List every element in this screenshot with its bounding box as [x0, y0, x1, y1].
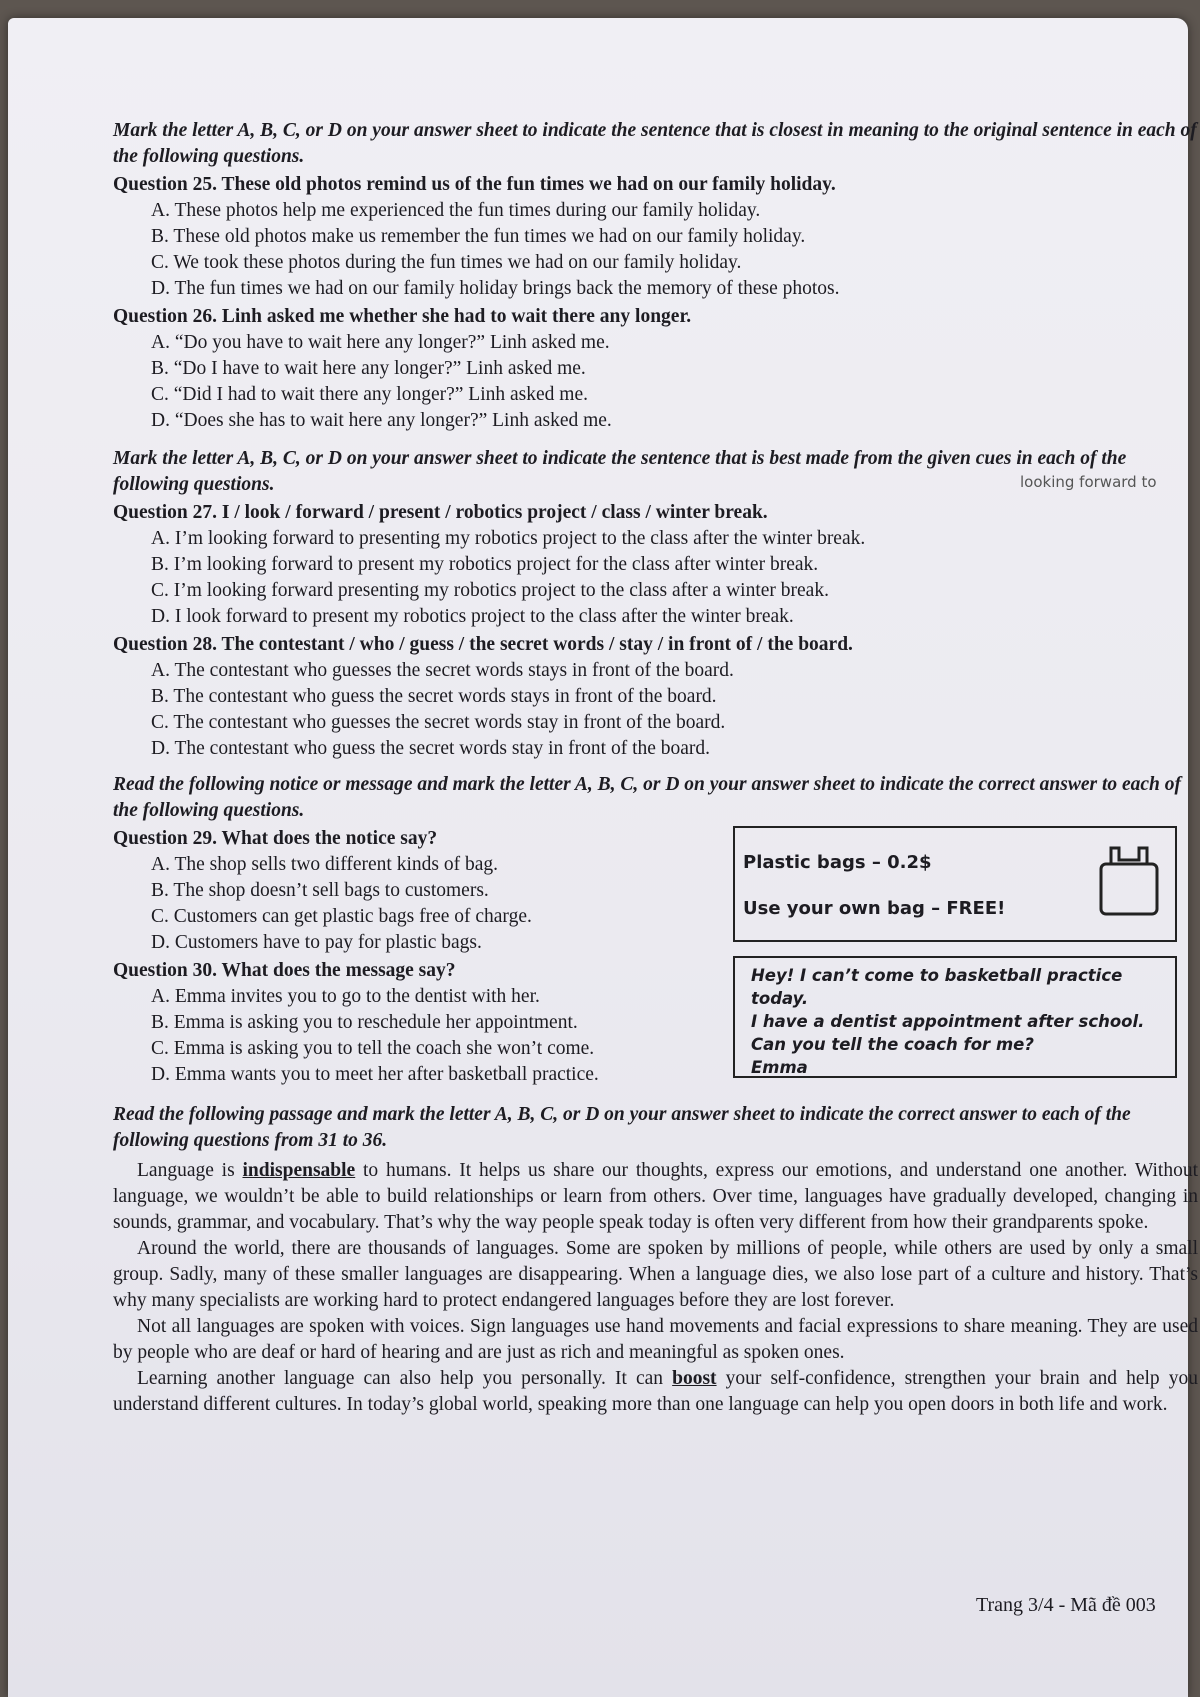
p4-text-start: Learning another language can also help you personally. It can	[137, 1368, 673, 1389]
q26-option-d: D. “Does she has to wait here any longer?” Linh asked me.	[151, 410, 612, 431]
p4-text-rest: your self-confidence, strengthen your brain and help you understand different cultures. In today’s global world, speaking more than one language can help you open doors in both life and work.	[113, 1368, 1198, 1415]
question-27-stem: Question 27. I / look / forward / present / robotics project / class / winter break.	[113, 502, 768, 523]
message-line-2: I have a dentist appointment after school.	[751, 1012, 1145, 1031]
q27-option-c: C. I’m looking forward presenting my robotics project to the class after a winter break.	[151, 580, 829, 601]
question-29-block	[113, 826, 1198, 956]
shopping-bag-icon	[1097, 842, 1161, 918]
q25-option-d: D. The fun times we had on our family holiday brings back the memory of these photos.	[151, 278, 840, 299]
q25-option-b: B. These old photos make us remember the fun times we had on our family holiday.	[151, 226, 806, 247]
exam-content	[113, 110, 1198, 1418]
p1-text-rest: to humans. It helps us share our thoughts, express our emotions, and understand one another. Without language, we wouldn’t be able to build relationships or learn from others. Over time, languages have gradually developed, changing in sounds, grammar, and vocabulary. That’s why the way people speak today is often very different from how their grandparents spoke.	[113, 1160, 1198, 1233]
passage-paragraph-1	[113, 1158, 1198, 1236]
q26-option-b: B. “Do I have to wait here any longer?” Linh asked me.	[151, 358, 586, 379]
section-instruction-1: Mark the letter A, B, C, or D on your answer sheet to indicate the sentence that is closest in meaning to the original sentence in each of the following questions.	[113, 120, 1197, 167]
underlined-word-boost: boost	[672, 1368, 717, 1389]
question-26-stem: Question 26. Linh asked me whether she had to wait there any longer.	[113, 306, 692, 327]
q27-option-d: D. I look forward to present my robotics project to the class after the winter break.	[151, 606, 794, 627]
notice-price-line: Plastic bags – 0.2$	[743, 852, 932, 873]
emma-message-box	[733, 956, 1177, 1078]
section-instruction-4: Read the following passage and mark the letter A, B, C, or D on your answer sheet to indicate the correct answer to each of the following questions from 31 to 36.	[113, 1104, 1131, 1151]
page-footer: Trang 3/4 - Mã đề 003	[976, 1594, 1156, 1616]
q29-option-d: D. Customers have to pay for plastic bags.	[151, 932, 482, 953]
section-instruction-2: Mark the letter A, B, C, or D on your answer sheet to indicate the sentence that is best made from the given cues in each of the following questions.	[113, 448, 1127, 495]
q30-option-c: C. Emma is asking you to tell the coach she won’t come.	[151, 1038, 595, 1059]
q28-option-d: D. The contestant who guess the secret words stay in front of the board.	[151, 738, 711, 759]
q26-option-a: A. “Do you have to wait here any longer?” Linh asked me.	[151, 332, 610, 353]
message-signature: Emma	[751, 1058, 808, 1077]
question-25-stem: Question 25. These old photos remind us of the fun times we had on our family holiday.	[113, 174, 836, 195]
q29-option-b: B. The shop doesn’t sell bags to customers.	[151, 880, 489, 901]
q25-option-a: A. These photos help me experienced the fun times during our family holiday.	[151, 200, 761, 221]
question-30-stem: Question 30. What does the message say?	[113, 960, 456, 981]
message-line-3: Can you tell the coach for me?	[751, 1035, 1034, 1054]
exam-page	[8, 18, 1198, 1697]
q28-option-c: C. The contestant who guesses the secret words stay in front of the board.	[151, 712, 726, 733]
q28-option-b: B. The contestant who guess the secret words stays in front of the board.	[151, 686, 717, 707]
reading-passage	[113, 1158, 1198, 1418]
message-line-1: Hey! I can’t come to basketball practice today.	[751, 966, 1123, 1008]
passage-paragraph-3: Not all languages are spoken with voices. Sign languages use hand movements and facial expressions to share meaning. They are used by people who are deaf or hard of hearing and are just as rich and meaningful as spoken ones.	[113, 1316, 1198, 1363]
q30-option-d: D. Emma wants you to meet her after basketball practice.	[151, 1064, 599, 1085]
q29-option-c: C. Customers can get plastic bags free of charge.	[151, 906, 532, 927]
notice-free-line: Use your own bag – FREE!	[743, 898, 1006, 919]
question-28-stem: Question 28. The contestant / who / guess / the secret words / stay / in front of / the board.	[113, 634, 853, 655]
handwritten-note: looking forward to	[1020, 473, 1157, 491]
q30-option-b: B. Emma is asking you to reschedule her appointment.	[151, 1012, 578, 1033]
underlined-word-indispensable: indispensable	[242, 1160, 356, 1181]
q29-option-a: A. The shop sells two different kinds of bag.	[151, 854, 498, 875]
q27-option-b: B. I’m looking forward to present my robotics project for the class after winter break.	[151, 554, 819, 575]
q27-option-a: A. I’m looking forward to presenting my robotics project to the class after the winter break.	[151, 528, 866, 549]
q25-option-c: C. We took these photos during the fun times we had on our family holiday.	[151, 252, 742, 273]
question-29-stem: Question 29. What does the notice say?	[113, 828, 438, 849]
section-instruction-3: Read the following notice or message and mark the letter A, B, C, or D on your answer sheet to indicate the correct answer to each of the following questions.	[113, 774, 1182, 821]
q26-option-c: C. “Did I had to wait there any longer?” Linh asked me.	[151, 384, 588, 405]
passage-paragraph-4	[113, 1366, 1198, 1418]
q30-option-a: A. Emma invites you to go to the dentist with her.	[151, 986, 540, 1007]
q28-option-a: A. The contestant who guesses the secret words stays in front of the board.	[151, 660, 734, 681]
question-30-block	[113, 958, 1198, 1088]
plastic-bag-notice	[733, 826, 1177, 942]
passage-paragraph-2: Around the world, there are thousands of languages. Some are spoken by millions of people, while others are used by only a small group. Sadly, many of these smaller languages are disappearing. When a language dies, we also lose part of a culture and history. That’s why many specialists are working hard to protect endangered languages before they are lost forever.	[113, 1238, 1198, 1311]
p1-text-start: Language is	[137, 1160, 243, 1181]
